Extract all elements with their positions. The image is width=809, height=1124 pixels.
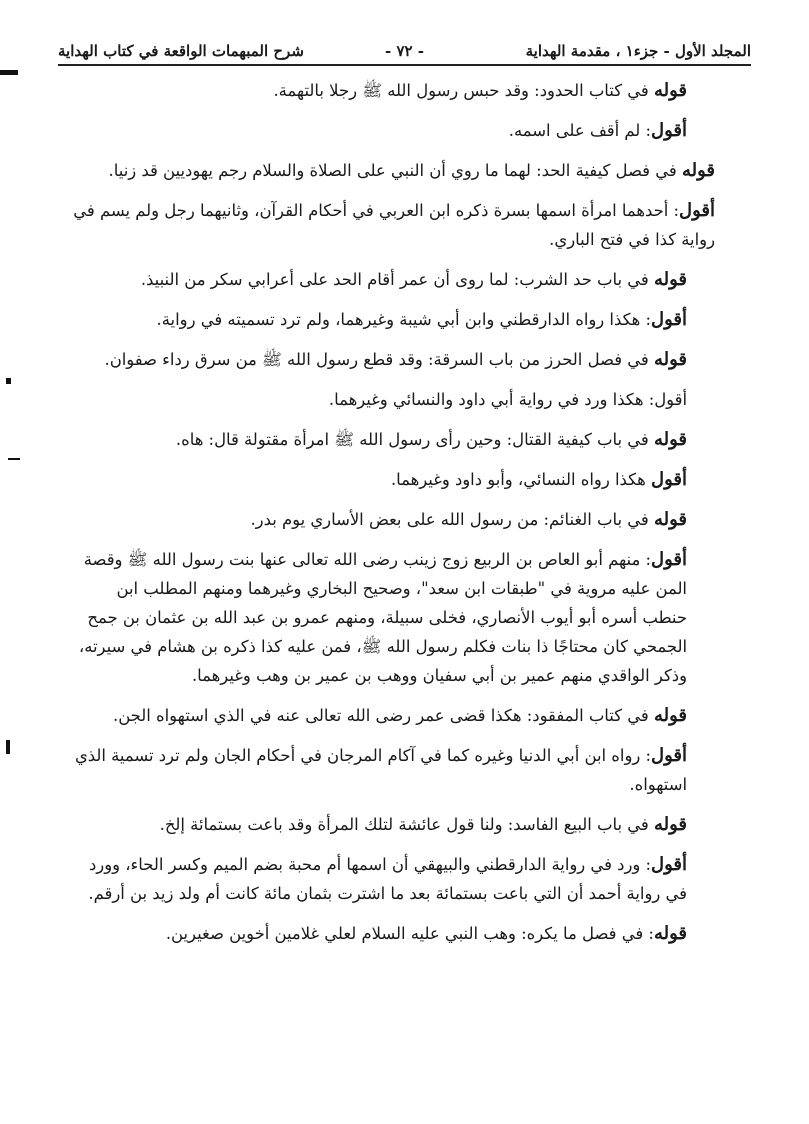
- keyword-aqulu: أقول: [651, 309, 687, 330]
- paragraph-text: : في فصل ما يكره: وهب النبي عليه السلام لعلي غلامين أخوين صغيرين.: [165, 924, 654, 943]
- keyword-qawluhu: قوله: [653, 814, 687, 835]
- page-number: - ٧٢ -: [384, 42, 425, 60]
- paragraph-text: أقول: هكذا ورد في رواية أبي داود والنسائي وغيرهما.: [328, 390, 687, 409]
- header-volume-info: المجلد الأول - جزء١ ، مقدمة الهداية: [525, 42, 751, 60]
- keyword-aqulu: أقول: [651, 469, 687, 490]
- paragraph: [72, 425, 737, 454]
- paragraph-text: : منهم أبو العاص بن الربيع زوج زينب رضى الله تعالى عنها بنت رسول الله ﷺ وقصة المن عليه مروية في "طبقات ابن سعد"، وصحيح البخاري وغيرهما ومنهم المطلب ابن حنطب أسره أبو أيوب الأنصاري، فخلى سبيلة، ومنهم عمرو بن عبد الله بن عثمان بن جمح الجمحي كان محتاجًا ذا بنات فكلم رسول الله ﷺ، فمن عليه كذا ذكره بن هشام في سيرته، وذكر الواقدي منهم عمير بن أبي سفيان ووهب بن عمير بن وهب وغيرهما.: [78, 550, 687, 685]
- paragraph: [72, 741, 737, 799]
- scan-mark: [8, 458, 20, 460]
- paragraph-text: في كتاب الحدود: وقد حبس رسول الله ﷺ رجلا بالتهمة.: [273, 81, 654, 100]
- paragraph: [72, 505, 737, 534]
- paragraph: [72, 76, 737, 105]
- paragraph: [72, 810, 737, 839]
- paragraph-text: في كتاب المفقود: هكذا قضى عمر رضى الله تعالى عنه في الذي استهواه الجن.: [113, 706, 654, 725]
- paragraph-text: : هكذا رواه الدارقطني وابن أبي شيبة وغيرهما، ولم ترد تسميته في رواية.: [156, 310, 652, 329]
- keyword-aqulu: أقول: [679, 200, 715, 221]
- paragraph-text: هكذا رواه النسائي، وأبو داود وغيرهما.: [390, 470, 652, 489]
- paragraph: [72, 919, 737, 948]
- paragraph-text: : ورد في رواية الدارقطني والبيهقي أن اسمها أم محبة بضم الميم وكسر الحاء، وورد في رواية أحمد أن التي باعت بستمائة بعد ما اشترت بثمان مائة كانت أم ولد زيد بن أرقم.: [88, 855, 687, 903]
- scan-mark: [6, 740, 10, 754]
- paragraph: [72, 345, 737, 374]
- keyword-qawluhu: قوله: [653, 80, 687, 101]
- paragraph: [72, 265, 737, 294]
- scan-mark: [0, 70, 18, 75]
- paragraph: [72, 465, 737, 494]
- paragraph-text: في فصل الحرز من باب السرقة: وقد قطع رسول الله ﷺ من سرق رداء صفوان.: [104, 350, 654, 369]
- paragraph-text: في باب البيع الفاسد: ولنا قول عائشة لتلك المرأة وقد باعت بستمائة إلخ.: [159, 815, 654, 834]
- keyword-qawluhu: قوله: [653, 705, 687, 726]
- paragraph: [72, 196, 737, 254]
- keyword-aqulu: أقول: [651, 745, 687, 766]
- keyword-aqulu: أقول: [651, 854, 687, 875]
- keyword-qawluhu: قوله: [653, 269, 687, 290]
- paragraph: [72, 305, 737, 334]
- keyword-qawluhu: قوله: [653, 349, 687, 370]
- paragraph-text: : رواه ابن أبي الدنيا وغيره كما في آكام المرجان في أحكام الجان ولم ترد تسمية الذي استهواه.: [74, 746, 687, 794]
- paragraph-text: في فصل كيفية الحد: لهما ما روي أن النبي على الصلاة والسلام رجم يهوديين قد زنيا.: [108, 161, 682, 180]
- paragraph: [72, 545, 737, 690]
- paragraph-text: في باب الغنائم: من رسول الله على بعض الأساري يوم بدر.: [250, 510, 654, 529]
- keyword-qawluhu: قوله: [653, 509, 687, 530]
- paragraph: [72, 156, 737, 185]
- keyword-aqulu: أقول: [651, 120, 687, 141]
- header-book-title: شرح المبهمات الواقعة في كتاب الهداية: [58, 42, 304, 60]
- paragraph-text: في باب كيفية القتال: وحين رأى رسول الله ﷺ امرأة مقتولة قال: هاه.: [175, 430, 654, 449]
- keyword-qawluhu: قوله: [653, 923, 687, 944]
- running-header: [58, 26, 751, 66]
- paragraph: [72, 116, 737, 145]
- paragraph: [72, 701, 737, 730]
- keyword-aqulu: أقول: [651, 549, 687, 570]
- scan-mark: [6, 378, 11, 384]
- paragraph-text: : لم أقف على اسمه.: [508, 121, 652, 140]
- keyword-qawluhu: قوله: [653, 429, 687, 450]
- paragraph-text: في باب حد الشرب: لما روى أن عمر أقام الحد على أعرابي سكر من النبيذ.: [140, 270, 654, 289]
- page-body: [72, 76, 737, 959]
- paragraph-text: : أحدهما امرأة اسمها بسرة ذكره ابن العربي في أحكام القرآن، وثانيهما رجل ولم يسم في رواية كذا في فتح الباري.: [73, 201, 715, 249]
- paragraph: [72, 385, 737, 414]
- paragraph: [72, 850, 737, 908]
- keyword-qawluhu: قوله: [681, 160, 715, 181]
